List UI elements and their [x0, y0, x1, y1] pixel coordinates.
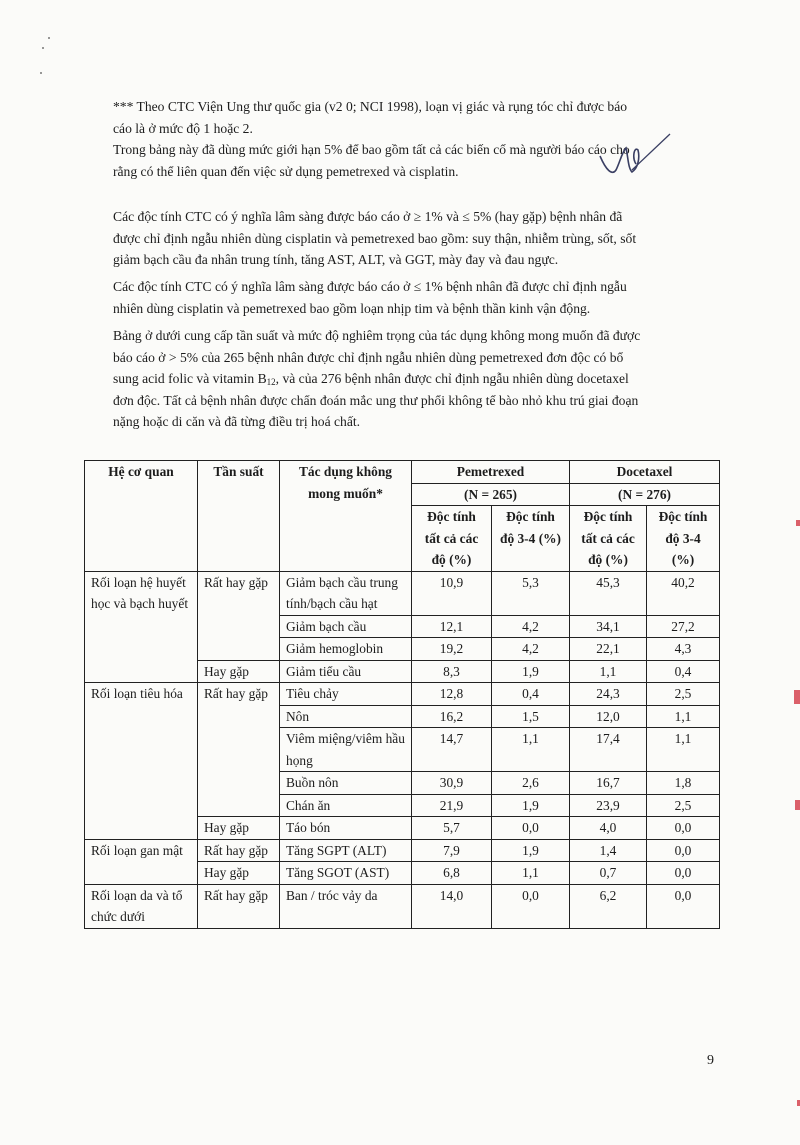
value-cell: 0,0 — [647, 817, 720, 840]
handwritten-signature — [592, 130, 672, 190]
table-header-row — [85, 461, 720, 484]
frequency-cell: Rất hay gặp — [198, 683, 280, 817]
value-cell: 34,1 — [570, 615, 647, 638]
value-cell: 23,9 — [570, 794, 647, 817]
value-cell: 12,0 — [570, 705, 647, 728]
table-row — [85, 683, 720, 706]
organ-cell: Rối loạn gan mật — [85, 839, 198, 884]
value-cell: 4,2 — [492, 615, 570, 638]
effect-cell: Tăng SGPT (ALT) — [280, 839, 412, 862]
value-cell: 12,1 — [412, 615, 492, 638]
value-cell: 7,9 — [412, 839, 492, 862]
value-cell: 1,8 — [647, 772, 720, 795]
header-doc-grade34: Độc tính độ 3-4 (%) — [647, 506, 720, 572]
frequency-cell: Rất hay gặp — [198, 884, 280, 928]
paragraph-line: giảm bạch cầu đa nhân trung tính, tăng AST, ALT, và GGT, mày đay và đau ngực. — [113, 252, 559, 267]
value-cell: 19,2 — [412, 638, 492, 661]
value-cell: 30,9 — [412, 772, 492, 795]
value-cell: 1,1 — [492, 728, 570, 772]
frequency-cell: Hay gặp — [198, 660, 280, 683]
value-cell: 1,1 — [570, 660, 647, 683]
value-cell: 12,8 — [412, 683, 492, 706]
header-pemetrexed-n: (N = 265) — [412, 483, 570, 506]
paragraph-line: Các độc tính CTC có ý nghĩa lâm sàng được báo cáo ở ≤ 1% bệnh nhân đã được chỉ định ngẫu — [113, 279, 627, 294]
value-cell: 10,9 — [412, 571, 492, 615]
value-cell: 40,2 — [647, 571, 720, 615]
header-adverse-effect: Tác dụng không mong muốn* — [280, 461, 412, 572]
header-pemetrexed: Pemetrexed — [412, 461, 570, 484]
value-cell: 14,0 — [412, 884, 492, 928]
value-cell: 0,0 — [492, 884, 570, 928]
organ-cell: Rối loạn da và tổ chức dưới — [85, 884, 198, 928]
paragraph-toxicity-common — [113, 206, 723, 271]
header-organ: Hệ cơ quan — [85, 461, 198, 572]
effect-cell: Chán ăn — [280, 794, 412, 817]
effect-cell: Nôn — [280, 705, 412, 728]
value-cell: 0,0 — [492, 817, 570, 840]
value-cell: 2,5 — [647, 683, 720, 706]
paragraph-toxicity-rare — [113, 276, 723, 319]
paragraph-line: được chỉ định ngẫu nhiên dùng cisplatin và pemetrexed bao gồm: suy thận, nhiễm trùng, sốt, sốt — [113, 230, 637, 246]
binding-mark — [795, 800, 800, 810]
organ-cell: Rối loạn tiêu hóa — [85, 683, 198, 840]
value-cell: 1,9 — [492, 794, 570, 817]
value-cell: 6,2 — [570, 884, 647, 928]
value-cell: 4,0 — [570, 817, 647, 840]
value-cell: 5,3 — [492, 571, 570, 615]
table-row — [85, 839, 720, 862]
paragraph-fragment: sung acid folic và vitamin B — [113, 371, 267, 386]
value-cell: 1,1 — [647, 705, 720, 728]
value-cell: 4,2 — [492, 638, 570, 661]
value-cell: 4,3 — [647, 638, 720, 661]
value-cell: 1,4 — [570, 839, 647, 862]
footnote-line: Trong bảng này đã dùng mức giới hạn 5% để bao gồm tất cả các biến cố mà người báo cáo cho — [113, 142, 630, 157]
value-cell: 2,5 — [647, 794, 720, 817]
frequency-cell: Hay gặp — [198, 862, 280, 885]
scan-speck — [42, 47, 44, 49]
value-cell: 0,0 — [647, 884, 720, 928]
header-doc-all-grades: Độc tính tất cả các độ (%) — [570, 506, 647, 572]
paragraph-line: Bảng ở dưới cung cấp tần suất và mức độ nghiêm trọng của tác dụng không mong muốn đã được — [113, 328, 641, 343]
header-docetaxel-n: (N = 276) — [570, 483, 720, 506]
paragraph-fragment: , và của 276 bệnh nhân được chỉ định ngẫu nhiên dùng docetaxel — [275, 371, 629, 386]
paragraph-line: nhiên dùng cisplatin và pemetrexed bao gồm loạn nhịp tim và bệnh thần kinh vận động. — [113, 300, 591, 316]
subscript: 12 — [266, 377, 276, 387]
value-cell: 16,7 — [570, 772, 647, 795]
frequency-cell: Hay gặp — [198, 817, 280, 840]
value-cell: 8,3 — [412, 660, 492, 683]
binding-mark — [796, 520, 800, 526]
organ-cell: Rối loạn hệ huyết học và bạch huyết — [85, 571, 198, 683]
page-number: 9 — [707, 1053, 714, 1068]
value-cell: 1,5 — [492, 705, 570, 728]
frequency-cell: Rất hay gặp — [198, 839, 280, 862]
effect-cell: Tăng SGOT (AST) — [280, 862, 412, 885]
value-cell: 0,4 — [647, 660, 720, 683]
value-cell: 1,9 — [492, 660, 570, 683]
footnote-line: rằng có thể liên quan đến việc sử dụng pemetrexed và cisplatin. — [113, 163, 459, 179]
header-pem-grade34: Độc tính độ 3-4 (%) — [492, 506, 570, 572]
value-cell: 2,6 — [492, 772, 570, 795]
effect-cell: Ban / tróc vảy da — [280, 884, 412, 928]
paragraph-line: Các độc tính CTC có ý nghĩa lâm sàng được báo cáo ở ≥ 1% và ≤ 5% (hay gặp) bệnh nhân đã — [113, 209, 623, 224]
value-cell: 6,8 — [412, 862, 492, 885]
header-frequency: Tần suất — [198, 461, 280, 572]
adverse-effects-table — [84, 460, 720, 929]
value-cell: 22,1 — [570, 638, 647, 661]
paragraph-table-intro — [113, 325, 723, 433]
value-cell: 0,0 — [647, 839, 720, 862]
scan-speck — [40, 72, 42, 74]
value-cell: 0,4 — [492, 683, 570, 706]
value-cell: 14,7 — [412, 728, 492, 772]
value-cell: 27,2 — [647, 615, 720, 638]
footnote-line: cáo là ở mức độ 1 hoặc 2. — [113, 120, 253, 136]
effect-cell: Giảm bạch cầu — [280, 615, 412, 638]
value-cell: 21,9 — [412, 794, 492, 817]
value-cell: 45,3 — [570, 571, 647, 615]
value-cell: 16,2 — [412, 705, 492, 728]
table-row — [85, 571, 720, 615]
value-cell: 1,9 — [492, 839, 570, 862]
value-cell: 5,7 — [412, 817, 492, 840]
effect-cell: Giảm tiểu cầu — [280, 660, 412, 683]
paragraph-line: đơn độc. Tất cả bệnh nhân được chẩn đoán mắc ung thư phổi không tế bào nhỏ khu trú giai đoạn — [113, 392, 639, 408]
header-pem-all-grades: Độc tính tất cả các độ (%) — [412, 506, 492, 572]
binding-mark — [794, 690, 800, 704]
header-docetaxel: Docetaxel — [570, 461, 720, 484]
value-cell: 17,4 — [570, 728, 647, 772]
effect-cell: Giảm hemoglobin — [280, 638, 412, 661]
paragraph-line: báo cáo ở > 5% của 265 bệnh nhân được chỉ định ngẫu nhiên dùng pemetrexed đơn độc có bổ — [113, 349, 624, 365]
effect-cell: Tiêu chảy — [280, 683, 412, 706]
value-cell: 1,1 — [492, 862, 570, 885]
effect-cell: Viêm miệng/viêm hầu họng — [280, 728, 412, 772]
frequency-cell: Rất hay gặp — [198, 571, 280, 660]
value-cell: 24,3 — [570, 683, 647, 706]
paragraph-line: nặng hoặc di căn và đã từng điều trị hoá chất. — [113, 414, 361, 429]
footnote-line: *** Theo CTC Viện Ung thư quốc gia (v2 0; NCI 1998), loạn vị giác và rụng tóc chỉ được báo — [113, 99, 628, 114]
paragraph-line — [113, 368, 723, 390]
value-cell: 1,1 — [647, 728, 720, 772]
table-row — [85, 884, 720, 928]
value-cell: 0,0 — [647, 862, 720, 885]
effect-cell: Buồn nôn — [280, 772, 412, 795]
value-cell: 0,7 — [570, 862, 647, 885]
effect-cell: Táo bón — [280, 817, 412, 840]
scan-speck — [48, 37, 50, 39]
effect-cell: Giảm bạch cầu trung tính/bạch cầu hạt — [280, 571, 412, 615]
